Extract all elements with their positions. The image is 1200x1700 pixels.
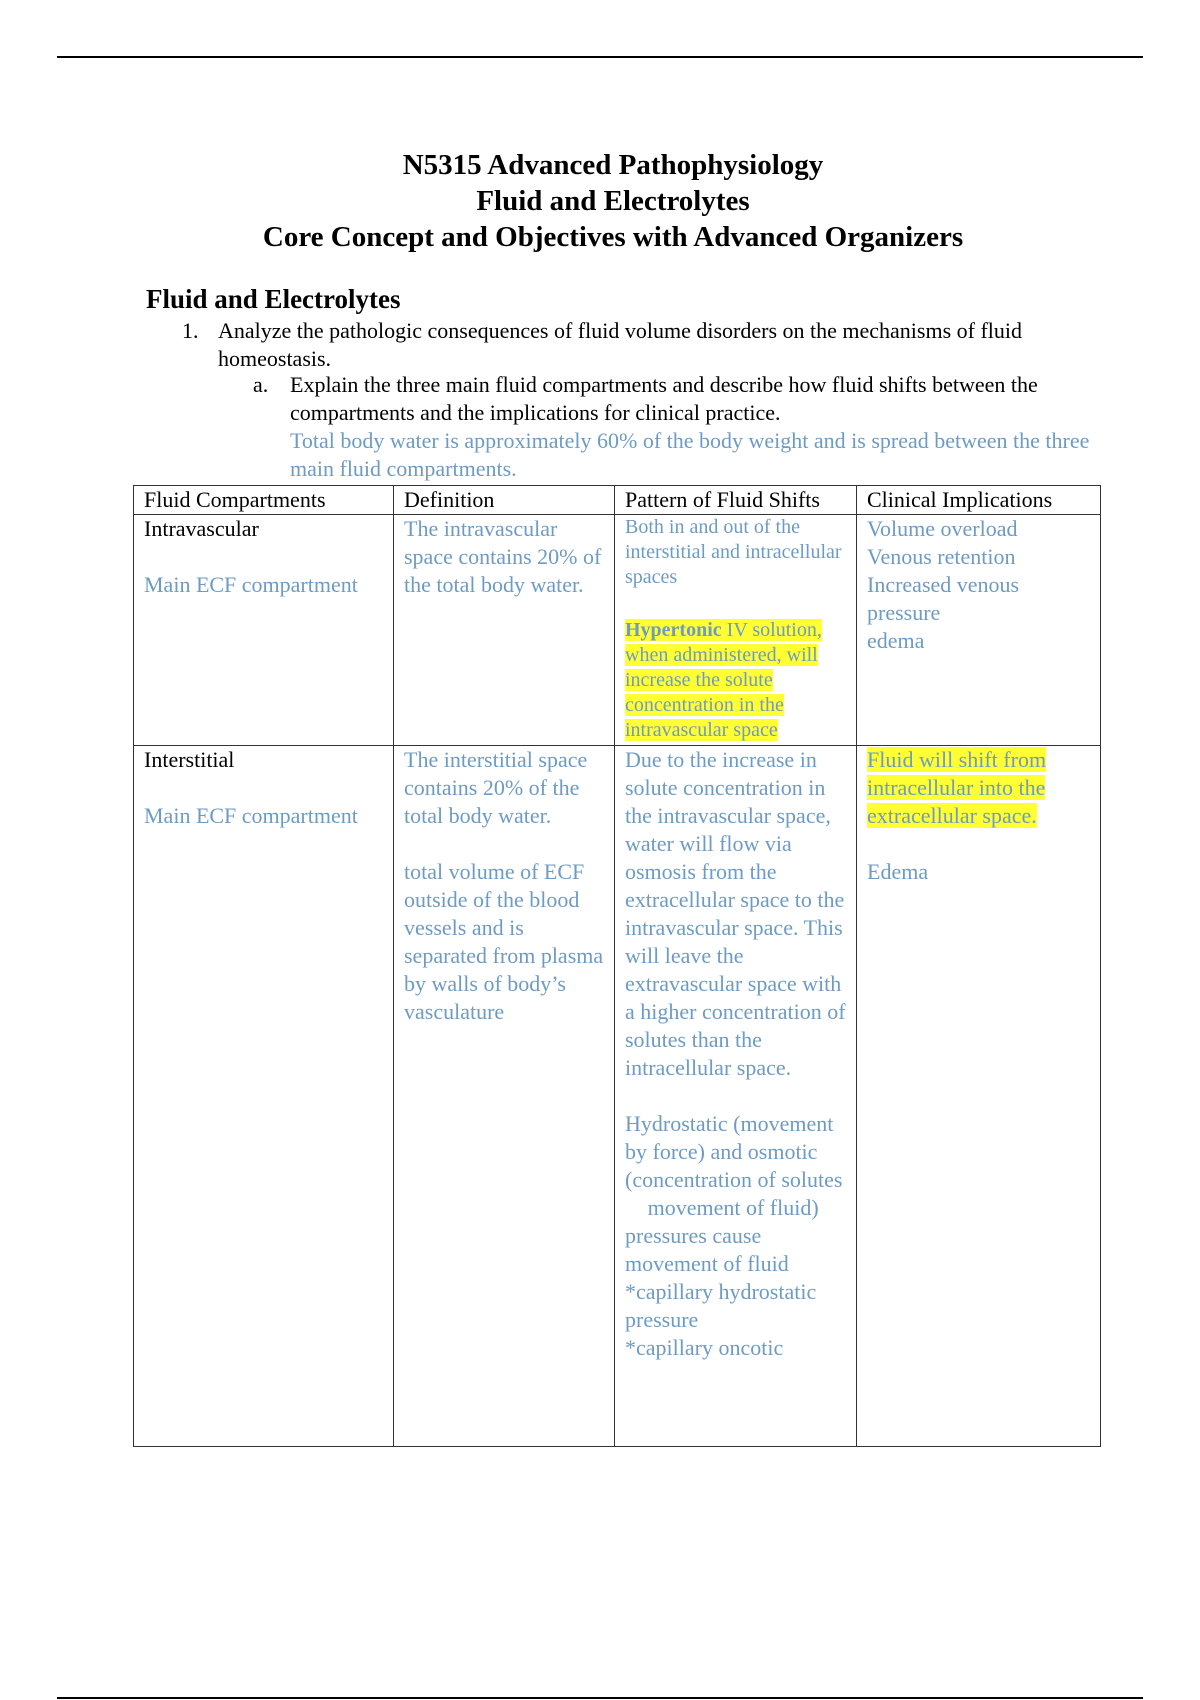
fluid-compartments-table [133, 485, 1101, 1447]
table-row [134, 515, 1101, 746]
document-title [0, 147, 1200, 255]
sub-objective-text: Explain the three main fluid compartments and describe how fluid shifts between the compartments and the implications for clinical practice. [290, 372, 1038, 425]
header-rule [57, 56, 1143, 58]
clinical-item: Increased venous pressure [867, 572, 1020, 625]
clinical-highlight-text: Fluid will shift from intracellular into the extracellular space. [867, 747, 1047, 828]
shift-text: Hydrostatic (movement by force) and osmotic (concentration of solutes   movement of fluid) pressures cause movement of fluid [625, 1111, 843, 1276]
shift-bold-term: Hypertonic [625, 619, 722, 641]
cell-clinical [857, 746, 1101, 1447]
compartment-note: Main ECF compartment [144, 803, 358, 828]
shift-text: *capillary oncotic [625, 1335, 784, 1360]
sub-objective-letter: a. [253, 372, 269, 397]
definition-text: The interstitial space contains 20% of the total body water. [404, 747, 588, 828]
shift-highlight-text: IV solution, when administered, will increase the solute concentration in the intravascular space [625, 619, 822, 741]
objective-1a [253, 371, 1103, 483]
objective-1 [182, 317, 1082, 373]
shift-text: *capillary hydrostatic pressure [625, 1279, 817, 1332]
header-fluid-compartments: Fluid Compartments [134, 486, 394, 515]
table-header-row [134, 486, 1101, 515]
clinical-item: Edema [867, 859, 929, 884]
title-line-3: Core Concept and Objectives with Advanced Organizers [262, 221, 964, 253]
compartment-name: Interstitial [144, 747, 235, 772]
objective-number: 1. [182, 318, 199, 343]
definition-text: The intravascular space contains 20% of the total body water. [404, 516, 602, 597]
cell-fluid-shifts [615, 746, 857, 1447]
cell-clinical [857, 515, 1101, 746]
clinical-item: Volume overload [867, 516, 1018, 541]
shift-text: Both in and out of the interstitial and intracellular spaces [625, 516, 842, 588]
cell-compartment [134, 746, 394, 1447]
shift-text: Due to the increase in solute concentration in the intravascular space, water will flow via osmosis from the extracellular space to the intravascular space. This will leave the extravascular space with a higher concentration of solutes than the intracellular space. [625, 747, 846, 1080]
header-definition: Definition [394, 486, 615, 515]
header-clinical-implications: Clinical Implications [857, 486, 1101, 515]
title-line-2: Fluid and Electrolytes [476, 185, 750, 217]
cell-definition [394, 746, 615, 1447]
definition-text: total volume of ECF outside of the blood vessels and is separated from plasma by walls of body’s vasculature [404, 859, 604, 1024]
footer-rule [57, 1697, 1143, 1699]
compartment-name: Intravascular [144, 516, 259, 541]
title-line-1: N5315 Advanced Pathophysiology [402, 149, 824, 181]
header-pattern-of-fluid-shifts: Pattern of Fluid Shifts [615, 486, 857, 515]
cell-compartment [134, 515, 394, 746]
objective-text: Analyze the pathologic consequences of fluid volume disorders on the mechanisms of fluid homeostasis. [218, 318, 1023, 371]
table-row [134, 746, 1101, 1447]
clinical-item: Venous retention [867, 544, 1016, 569]
cell-fluid-shifts [615, 515, 857, 746]
sub-objective-answer: Total body water is approximately 60% of the body weight and is spread between the three main fluid compartments. [290, 428, 1090, 481]
clinical-item: edema [867, 628, 925, 653]
section-heading: Fluid and Electrolytes [146, 284, 401, 314]
compartment-note: Main ECF compartment [144, 572, 358, 597]
cell-definition [394, 515, 615, 746]
